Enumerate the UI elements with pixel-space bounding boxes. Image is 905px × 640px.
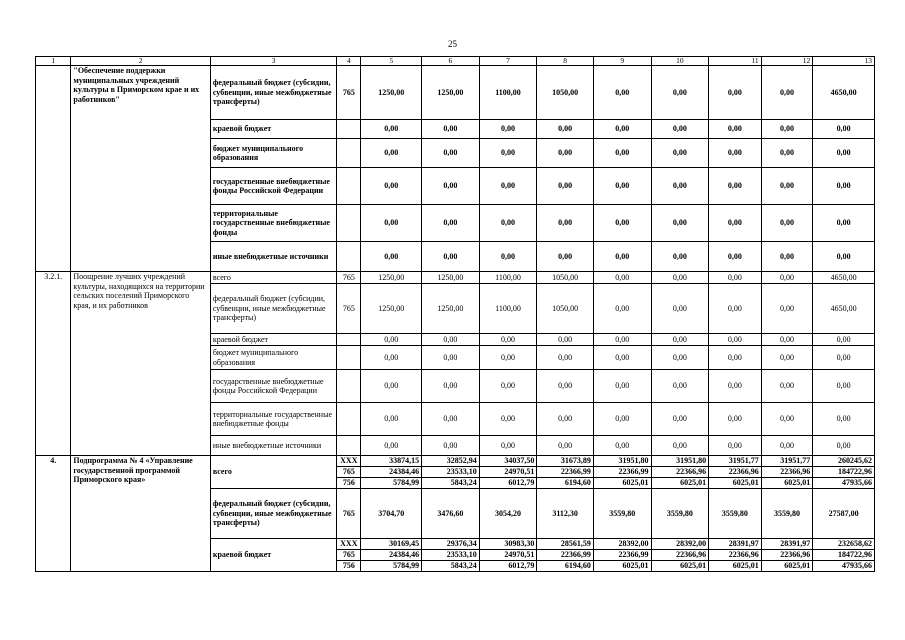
value-cell: 34037,50 <box>479 456 537 467</box>
code-cell <box>337 346 361 370</box>
value-cell: 0,00 <box>537 403 594 436</box>
value-cell: 0,00 <box>422 242 480 272</box>
value-cell: 6025,01 <box>651 561 709 572</box>
value-cell: 0,00 <box>479 370 537 403</box>
value-cell: 1050,00 <box>537 272 594 284</box>
column-number: 13 <box>813 57 875 66</box>
value-cell: 30983,30 <box>479 539 537 550</box>
value-cell: 0,00 <box>537 168 594 205</box>
value-cell: 0,00 <box>593 284 651 334</box>
value-cell: 0,00 <box>422 205 480 242</box>
value-cell: 3112,30 <box>537 489 594 539</box>
value-cell: 0,00 <box>651 242 709 272</box>
value-cell: 22366,96 <box>709 550 762 561</box>
value-cell: 0,00 <box>709 403 762 436</box>
code-cell: 756 <box>337 561 361 572</box>
value-cell: 0,00 <box>537 346 594 370</box>
column-number: 9 <box>593 57 651 66</box>
value-cell: 5784,99 <box>361 561 422 572</box>
value-cell: 0,00 <box>593 120 651 139</box>
column-number: 1 <box>36 57 71 66</box>
measure-name: "Обеспечение поддержки муниципальных учреждений культуры в Приморском крае и их работников" <box>71 66 210 272</box>
value-cell: 24384,46 <box>361 467 422 478</box>
value-cell: 1100,00 <box>479 66 537 120</box>
value-cell: 28391,97 <box>709 539 762 550</box>
column-number: 3 <box>210 57 336 66</box>
funding-source: всего <box>210 272 336 284</box>
value-cell: 31951,77 <box>761 456 813 467</box>
value-cell: 1250,00 <box>422 272 480 284</box>
code-cell: 765 <box>337 272 361 284</box>
column-number: 11 <box>709 57 762 66</box>
value-cell: 1050,00 <box>537 66 594 120</box>
value-cell: 22366,96 <box>651 467 709 478</box>
funding-source: государственные внебюджетные фонды Российской Федерации <box>210 370 336 403</box>
value-cell: 22366,99 <box>537 467 594 478</box>
value-cell: 0,00 <box>813 139 875 168</box>
code-cell <box>337 403 361 436</box>
value-cell: 0,00 <box>537 205 594 242</box>
value-cell: 22366,96 <box>709 467 762 478</box>
value-cell: 1050,00 <box>537 284 594 334</box>
column-number: 5 <box>361 57 422 66</box>
code-cell <box>337 370 361 403</box>
value-cell: 1250,00 <box>361 66 422 120</box>
value-cell: 0,00 <box>537 436 594 456</box>
value-cell: 6025,01 <box>593 478 651 489</box>
value-cell: 0,00 <box>479 168 537 205</box>
value-cell: 0,00 <box>479 120 537 139</box>
column-number: 12 <box>761 57 813 66</box>
value-cell: 0,00 <box>651 370 709 403</box>
code-cell: 765 <box>337 66 361 120</box>
funding-source: территориальные государственные внебюджетные фонды <box>210 205 336 242</box>
value-cell: 22366,96 <box>761 467 813 478</box>
value-cell: 30169,45 <box>361 539 422 550</box>
value-cell: 0,00 <box>761 436 813 456</box>
value-cell: 3559,80 <box>651 489 709 539</box>
value-cell: 0,00 <box>422 334 480 346</box>
value-cell: 0,00 <box>479 242 537 272</box>
value-cell: 1100,00 <box>479 272 537 284</box>
value-cell: 33874,15 <box>361 456 422 467</box>
value-cell: 23533,10 <box>422 467 480 478</box>
row-number-cell: 4. <box>36 456 71 572</box>
value-cell: 28392,00 <box>593 539 651 550</box>
funding-source: федеральный бюджет (субсидии, субвенции, иные межбюджетные трансферты) <box>210 66 336 120</box>
value-cell: 4650,00 <box>813 284 875 334</box>
value-cell: 0,00 <box>709 139 762 168</box>
code-cell: XXX <box>337 456 361 467</box>
column-number: 7 <box>479 57 537 66</box>
funding-source: бюджет муниципального образования <box>210 139 336 168</box>
value-cell: 232658,62 <box>813 539 875 550</box>
funding-source: государственные внебюджетные фонды Российской Федерации <box>210 168 336 205</box>
value-cell: 0,00 <box>479 139 537 168</box>
value-cell: 0,00 <box>813 370 875 403</box>
value-cell: 5784,99 <box>361 478 422 489</box>
value-cell: 0,00 <box>651 284 709 334</box>
value-cell: 0,00 <box>361 370 422 403</box>
header-row <box>36 57 875 66</box>
value-cell: 0,00 <box>813 403 875 436</box>
funding-source: краевой бюджет <box>210 120 336 139</box>
value-cell: 0,00 <box>361 120 422 139</box>
page-number: 25 <box>448 39 457 49</box>
code-cell: 765 <box>337 284 361 334</box>
value-cell: 0,00 <box>761 205 813 242</box>
value-cell: 0,00 <box>709 284 762 334</box>
value-cell: 6025,01 <box>709 561 762 572</box>
value-cell: 0,00 <box>422 436 480 456</box>
measure-name: Поощрение лучших учреждений культуры, находящихся на территории сельских поселений Приморского края, и их работников <box>71 272 210 456</box>
value-cell: 6025,01 <box>651 478 709 489</box>
value-cell: 184722,96 <box>813 467 875 478</box>
code-cell <box>337 436 361 456</box>
value-cell: 5843,24 <box>422 478 480 489</box>
value-cell: 0,00 <box>813 436 875 456</box>
value-cell: 0,00 <box>361 139 422 168</box>
value-cell: 0,00 <box>479 205 537 242</box>
value-cell: 0,00 <box>651 403 709 436</box>
value-cell: 0,00 <box>593 242 651 272</box>
value-cell: 22366,96 <box>651 550 709 561</box>
value-cell: 0,00 <box>709 242 762 272</box>
value-cell: 24384,46 <box>361 550 422 561</box>
value-cell: 0,00 <box>593 205 651 242</box>
funding-source: федеральный бюджет (субсидии, субвенции, иные межбюджетные трансферты) <box>210 284 336 334</box>
column-number: 4 <box>337 57 361 66</box>
column-number: 10 <box>651 57 709 66</box>
value-cell: 0,00 <box>537 370 594 403</box>
value-cell: 0,00 <box>479 334 537 346</box>
value-cell: 4650,00 <box>813 272 875 284</box>
value-cell: 0,00 <box>361 242 422 272</box>
value-cell: 31673,89 <box>537 456 594 467</box>
value-cell: 3054,20 <box>479 489 537 539</box>
value-cell: 6025,01 <box>709 478 762 489</box>
value-cell: 3559,80 <box>709 489 762 539</box>
value-cell: 0,00 <box>651 139 709 168</box>
value-cell: 0,00 <box>651 120 709 139</box>
funding-source: краевой бюджет <box>210 539 336 572</box>
value-cell: 0,00 <box>813 346 875 370</box>
code-cell: XXX <box>337 539 361 550</box>
value-cell: 0,00 <box>422 403 480 436</box>
value-cell: 6194,60 <box>537 561 594 572</box>
code-cell <box>337 139 361 168</box>
value-cell: 6012,79 <box>479 478 537 489</box>
value-cell: 0,00 <box>651 205 709 242</box>
value-cell: 0,00 <box>537 120 594 139</box>
value-cell: 0,00 <box>709 168 762 205</box>
value-cell: 0,00 <box>813 205 875 242</box>
table-row <box>36 66 875 120</box>
value-cell: 1250,00 <box>361 272 422 284</box>
table-row <box>36 272 875 284</box>
row-number-cell <box>36 66 71 272</box>
value-cell: 0,00 <box>361 334 422 346</box>
value-cell: 47935,66 <box>813 561 875 572</box>
value-cell: 260245,62 <box>813 456 875 467</box>
value-cell: 0,00 <box>537 334 594 346</box>
value-cell: 24970,51 <box>479 550 537 561</box>
value-cell: 184722,96 <box>813 550 875 561</box>
funding-source: иные внебюджетные источники <box>210 436 336 456</box>
value-cell: 0,00 <box>651 168 709 205</box>
value-cell: 3704,70 <box>361 489 422 539</box>
code-cell: 765 <box>337 550 361 561</box>
value-cell: 23533,10 <box>422 550 480 561</box>
value-cell: 24970,51 <box>479 467 537 478</box>
value-cell: 3476,60 <box>422 489 480 539</box>
value-cell: 1250,00 <box>361 284 422 334</box>
value-cell: 28391,97 <box>761 539 813 550</box>
value-cell: 0,00 <box>761 120 813 139</box>
value-cell: 0,00 <box>479 403 537 436</box>
funding-source: иные внебюджетные источники <box>210 242 336 272</box>
value-cell: 28392,00 <box>651 539 709 550</box>
code-cell <box>337 334 361 346</box>
value-cell: 0,00 <box>709 120 762 139</box>
value-cell: 0,00 <box>479 436 537 456</box>
budget-table <box>35 56 875 572</box>
funding-source: территориальные государственные внебюджетные фонды <box>210 403 336 436</box>
value-cell: 6025,01 <box>593 561 651 572</box>
value-cell: 0,00 <box>761 403 813 436</box>
value-cell: 0,00 <box>709 370 762 403</box>
value-cell: 0,00 <box>651 272 709 284</box>
value-cell: 0,00 <box>709 66 762 120</box>
code-cell: 765 <box>337 489 361 539</box>
column-number: 2 <box>71 57 210 66</box>
funding-source: всего <box>210 456 336 489</box>
value-cell: 27587,00 <box>813 489 875 539</box>
value-cell: 0,00 <box>709 334 762 346</box>
code-cell <box>337 242 361 272</box>
value-cell: 0,00 <box>651 334 709 346</box>
column-number: 6 <box>422 57 480 66</box>
value-cell: 22366,96 <box>761 550 813 561</box>
value-cell: 6025,01 <box>761 561 813 572</box>
value-cell: 0,00 <box>761 284 813 334</box>
value-cell: 0,00 <box>361 205 422 242</box>
value-cell: 0,00 <box>593 346 651 370</box>
value-cell: 4650,00 <box>813 66 875 120</box>
value-cell: 6194,60 <box>537 478 594 489</box>
value-cell: 31951,80 <box>651 456 709 467</box>
value-cell: 5843,24 <box>422 561 480 572</box>
value-cell: 0,00 <box>761 370 813 403</box>
code-cell <box>337 205 361 242</box>
value-cell: 0,00 <box>761 242 813 272</box>
value-cell: 0,00 <box>813 334 875 346</box>
value-cell: 31951,80 <box>593 456 651 467</box>
value-cell: 0,00 <box>479 346 537 370</box>
value-cell: 1100,00 <box>479 284 537 334</box>
value-cell: 0,00 <box>593 403 651 436</box>
value-cell: 29376,34 <box>422 539 480 550</box>
value-cell: 0,00 <box>709 205 762 242</box>
table-row <box>36 456 875 467</box>
value-cell: 28561,59 <box>537 539 594 550</box>
value-cell: 0,00 <box>761 139 813 168</box>
funding-source: федеральный бюджет (субсидии, субвенции, иные межбюджетные трансферты) <box>210 489 336 539</box>
value-cell: 0,00 <box>593 168 651 205</box>
value-cell: 0,00 <box>651 66 709 120</box>
value-cell: 1250,00 <box>422 66 480 120</box>
value-cell: 0,00 <box>761 66 813 120</box>
value-cell: 0,00 <box>361 346 422 370</box>
code-cell <box>337 168 361 205</box>
value-cell: 47935,66 <box>813 478 875 489</box>
value-cell: 0,00 <box>761 168 813 205</box>
value-cell: 0,00 <box>813 120 875 139</box>
value-cell: 32852,94 <box>422 456 480 467</box>
value-cell: 0,00 <box>709 346 762 370</box>
value-cell: 0,00 <box>761 346 813 370</box>
value-cell: 22366,99 <box>537 550 594 561</box>
value-cell: 0,00 <box>422 168 480 205</box>
value-cell: 0,00 <box>422 346 480 370</box>
value-cell: 0,00 <box>593 334 651 346</box>
value-cell: 22366,99 <box>593 467 651 478</box>
value-cell: 0,00 <box>593 436 651 456</box>
funding-source: краевой бюджет <box>210 334 336 346</box>
value-cell: 0,00 <box>761 334 813 346</box>
funding-source: бюджет муниципального образования <box>210 346 336 370</box>
value-cell: 0,00 <box>537 139 594 168</box>
value-cell: 0,00 <box>813 168 875 205</box>
value-cell: 0,00 <box>593 139 651 168</box>
value-cell: 0,00 <box>361 403 422 436</box>
code-cell <box>337 120 361 139</box>
value-cell: 0,00 <box>709 436 762 456</box>
value-cell: 6025,01 <box>761 478 813 489</box>
value-cell: 6012,79 <box>479 561 537 572</box>
value-cell: 0,00 <box>361 436 422 456</box>
value-cell: 0,00 <box>651 436 709 456</box>
value-cell: 0,00 <box>593 66 651 120</box>
value-cell: 0,00 <box>593 272 651 284</box>
value-cell: 0,00 <box>593 370 651 403</box>
value-cell: 31951,77 <box>709 456 762 467</box>
value-cell: 0,00 <box>813 242 875 272</box>
value-cell: 0,00 <box>709 272 762 284</box>
value-cell: 3559,80 <box>593 489 651 539</box>
code-cell: 765 <box>337 467 361 478</box>
row-number-cell: 3.2.1. <box>36 272 71 456</box>
value-cell: 0,00 <box>422 370 480 403</box>
value-cell: 0,00 <box>361 168 422 205</box>
subprogram-name: Подпрограмма № 4 «Управление государственной программой Приморского края» <box>71 456 210 572</box>
value-cell: 22366,99 <box>593 550 651 561</box>
value-cell: 0,00 <box>761 272 813 284</box>
value-cell: 1250,00 <box>422 284 480 334</box>
value-cell: 3559,80 <box>761 489 813 539</box>
value-cell: 0,00 <box>422 120 480 139</box>
value-cell: 0,00 <box>651 346 709 370</box>
value-cell: 0,00 <box>537 242 594 272</box>
column-number: 8 <box>537 57 594 66</box>
code-cell: 756 <box>337 478 361 489</box>
value-cell: 0,00 <box>422 139 480 168</box>
